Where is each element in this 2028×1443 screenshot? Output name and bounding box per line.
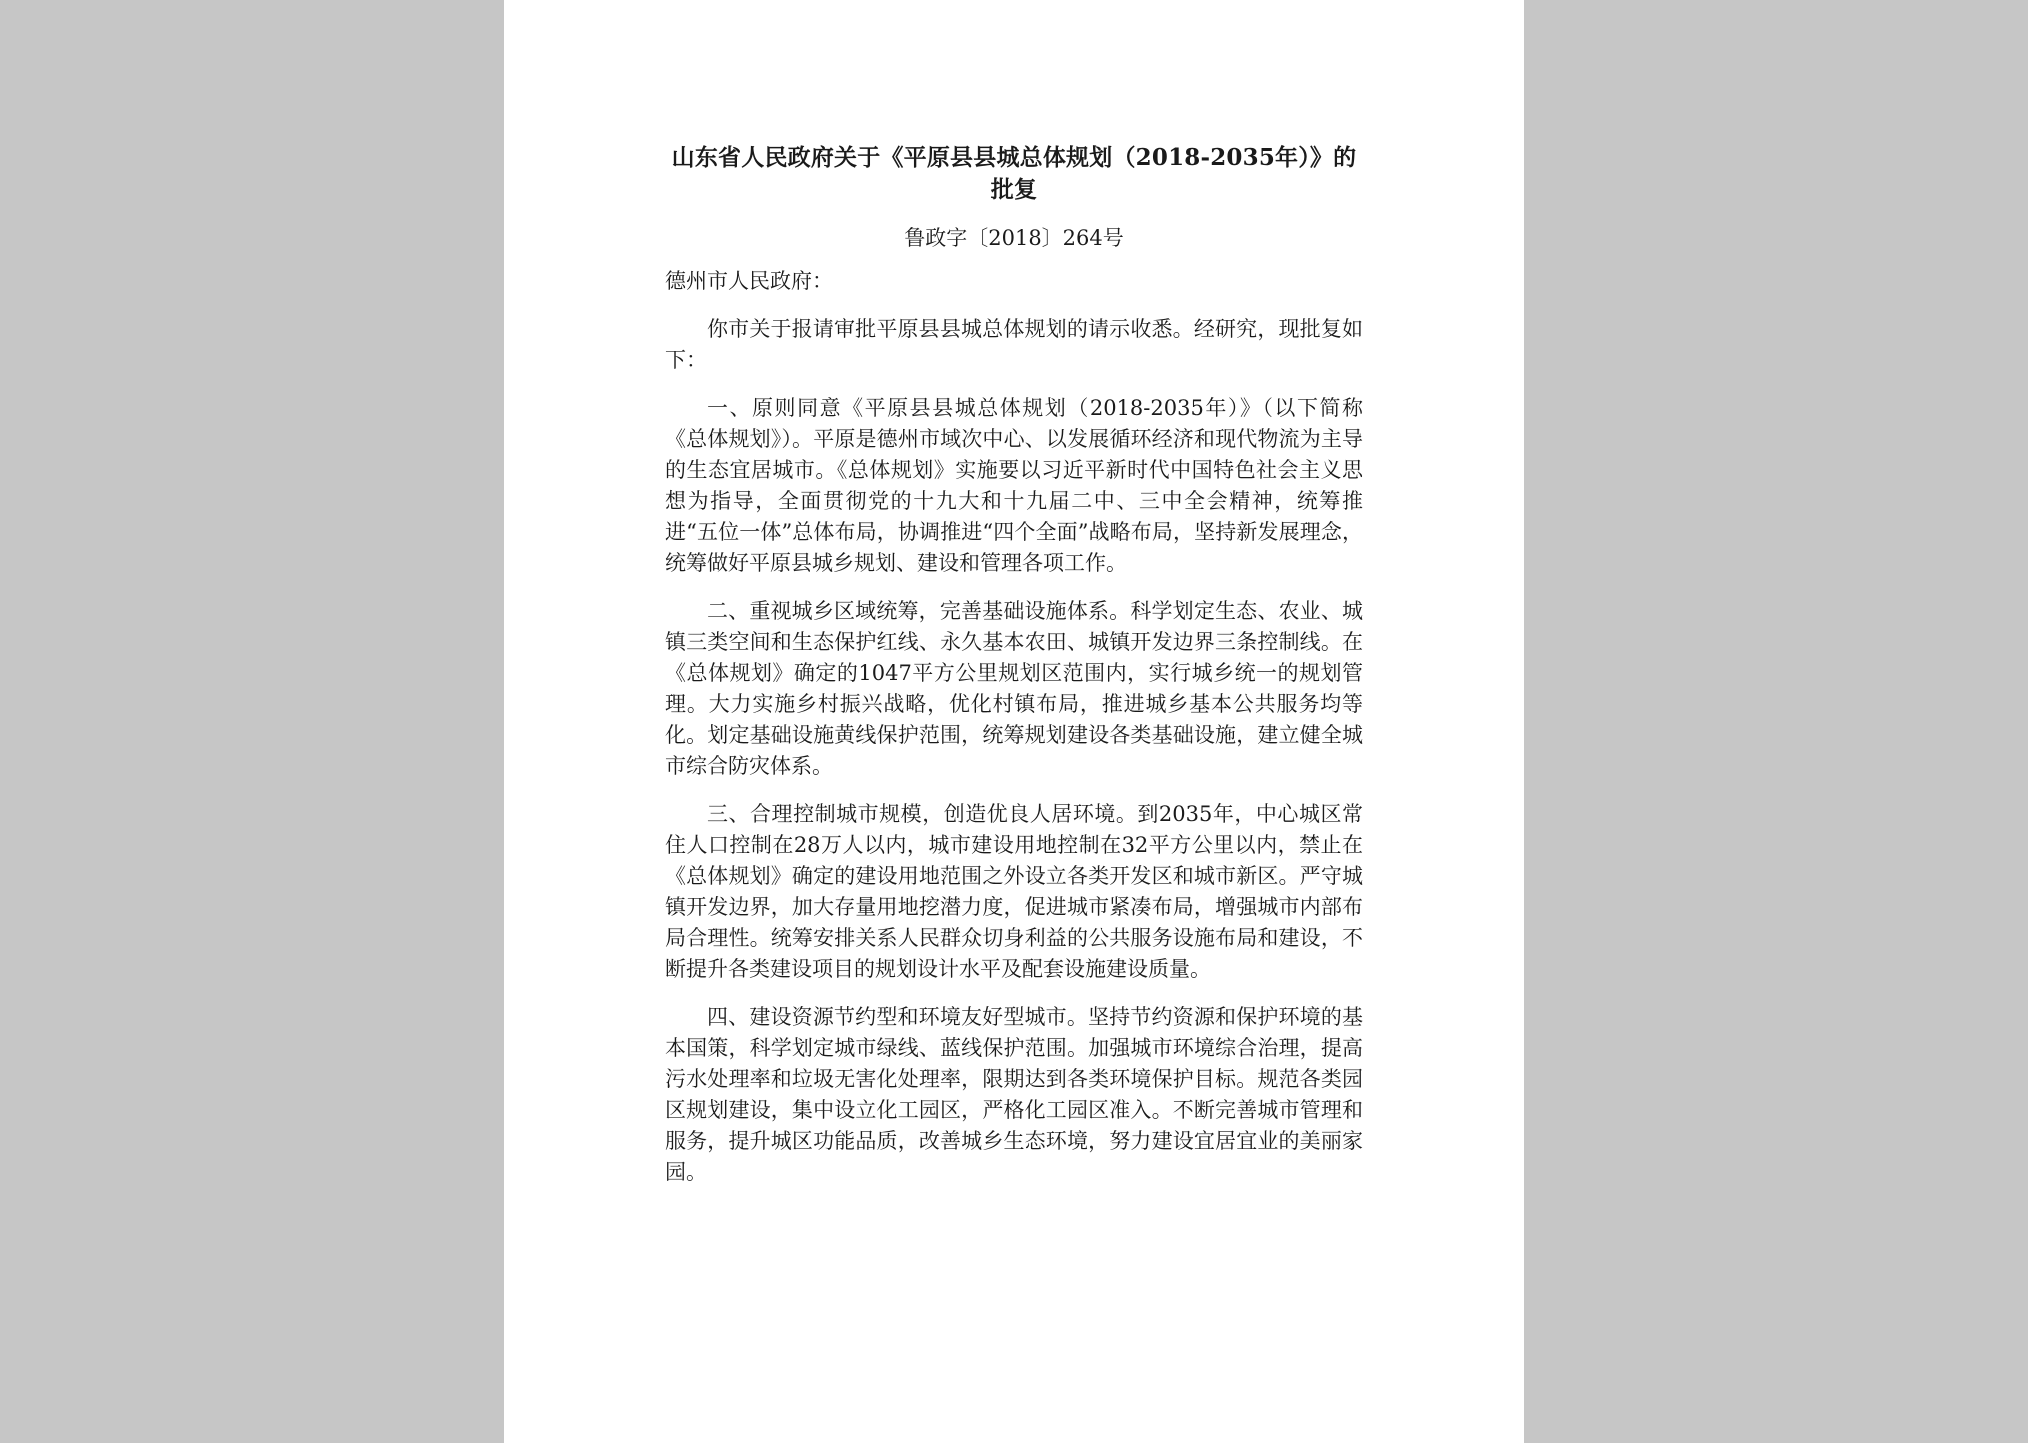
paragraph-1: 一、原则同意《平原县县城总体规划（2018-2035年）》（以下简称《总体规划》）。平原是德州市域次中心、以发展循环经济和现代物流为主导的生态宜居城市。《总体规划》实施要以习近平新时代中国特色社会主义思想为指导，全面贯彻党的十九大和十九届二中、三中全会精神，统筹推进“五位一体”总体布局，协调推进“四个全面”战略布局，坚持新发展理念，统筹做好平原县城乡规划、建设和管理各项工作。 [665, 396, 1363, 575]
paragraph-intro: 你市关于报请审批平原县县城总体规划的请示收悉。经研究，现批复如下： [665, 317, 1363, 372]
document-page [504, 0, 1524, 1443]
title-line-1: 山东省人民政府关于《平原县县城总体规划（2018-2035年）》的 [671, 144, 1357, 171]
paragraph-4: 四、建设资源节约型和环境友好型城市。坚持节约资源和保护环境的基本国策，科学划定城市绿线、蓝线保护范围。加强城市环境综合治理，提高污水处理率和垃圾无害化处理率，限期达到各类环境保护目标。规范各类园区规划建设，集中设立化工园区，严格化工园区准入。不断完善城市管理和服务，提升城区功能品质，改善城乡生态环境，努力建设宜居宜业的美丽家园。 [665, 1005, 1363, 1184]
document-number: 鲁政字〔2018〕264号 [904, 226, 1124, 250]
salutation: 德州市人民政府： [665, 269, 833, 293]
paragraph-3: 三、合理控制城市规模，创造优良人居环境。到2035年，中心城区常住人口控制在28万人以内，城市建设用地控制在32平方公里以内，禁止在《总体规划》确定的建设用地范围之外设立各类开发区和城市新区。严守城镇开发边界，加大存量用地挖潜力度，促进城市紧凑布局，增强城市内部布局合理性。统筹安排关系人民群众切身利益的公共服务设施布局和建设，不断提升各类建设项目的规划设计水平及配套设施建设质量。 [665, 802, 1363, 981]
title-line-2: 批复 [990, 176, 1038, 203]
paragraph-2: 二、重视城乡区域统筹，完善基础设施体系。科学划定生态、农业、城镇三类空间和生态保护红线、永久基本农田、城镇开发边界三条控制线。在《总体规划》确定的1047平方公里规划区范围内，实行城乡统一的规划管理。大力实施乡村振兴战略，优化村镇布局，推进城乡基本公共服务均等化。划定基础设施黄线保护范围，统筹规划建设各类基础设施，建立健全城市综合防灾体系。 [665, 599, 1363, 778]
page-content [665, 142, 1363, 1188]
document-title [665, 142, 1363, 206]
